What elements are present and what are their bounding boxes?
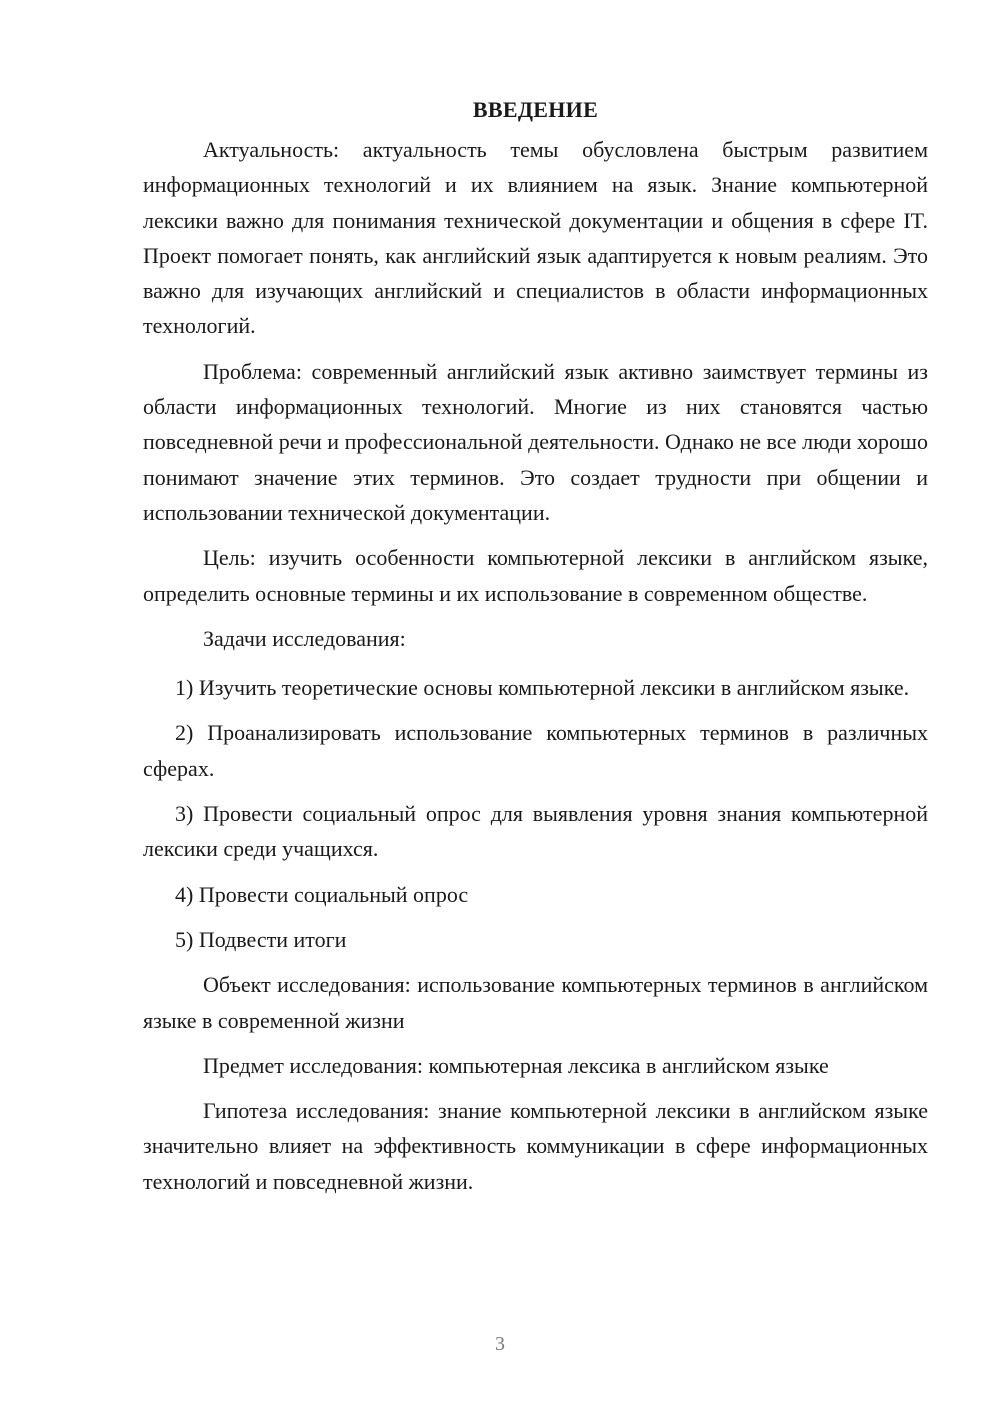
goal-paragraph: Цель: изучить особенности компьютерной лексики в английском языке, определить основные термины и их использование в современном обществе. <box>143 545 928 606</box>
document-page <box>143 92 928 1209</box>
task-item: 4) Провести социальный опрос <box>175 881 469 907</box>
subject-paragraph: Предмет исследования: компьютерная лексика в английском языке <box>203 1052 829 1078</box>
task-item: 1) Изучить теоретические основы компьютерной лексики в английском языке. <box>175 675 910 701</box>
task-item: 3) Провести социальный опрос для выявления уровня знания компьютерной лексики среди учащихся. <box>143 801 928 862</box>
task-item: 5) Подвести итоги <box>175 926 347 952</box>
task-item: 2) Проанализировать использование компьютерных терминов в различных сферах. <box>143 720 928 781</box>
problem-paragraph: Проблема: современный английский язык активно заимствует термины из области информационных технологий. Многие из них становятся частью повседневной речи и профессиональной деятельности. Однако не все люди хорошо понимают значение этих терминов. Это создает трудности при общении и использовании технической документации. <box>143 358 928 525</box>
hypothesis-paragraph: Гипотеза исследования: знание компьютерной лексики в английском языке значительно влияет на эффективность коммуникации в сфере информационных технологий и повседневной жизни. <box>143 1098 928 1194</box>
page-number: 3 <box>495 1333 505 1355</box>
object-paragraph: Объект исследования: использование компьютерных терминов в английском языке в современной жизни <box>143 972 928 1033</box>
page-title: ВВЕДЕНИЕ <box>472 97 599 122</box>
tasks-list <box>143 670 928 957</box>
relevance-paragraph: Актуальность: актуальность темы обусловлена быстрым развитием информационных технологий и их влиянием на язык. Знание компьютерной лексики важно для понимания технической документации и общения в сфере IT. Проект помогает понять, как английский язык адаптируется к новым реалиям. Это важно для изучающих английский и специалистов в области информационных технологий. <box>143 137 928 339</box>
tasks-heading: Задачи исследования: <box>203 625 406 651</box>
